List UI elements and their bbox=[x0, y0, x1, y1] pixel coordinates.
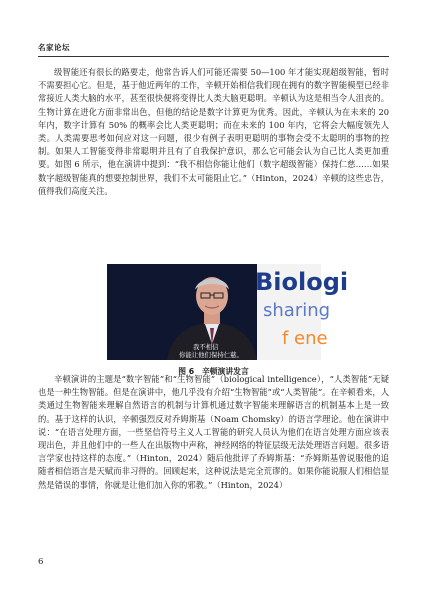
section-header: 名家论坛 bbox=[38, 43, 70, 52]
slide-text-3: f ene bbox=[282, 328, 328, 349]
body-paragraph-2: 辛顿演讲的主题是“数字智能”和“生物智能”（biological intelligence），“人类智能”无疑也是一种生物智能。但是在演讲中，他几乎没有介绍“生物智能”或“人类智能”。在辛顿看来，人类通过生物智能来理解自然语言的机制与计算机通过数字智能来理解语言的机制基本上是一致的。基于这样的认识，辛顿强烈反对乔姆斯基（Noam Chomsky）的语言学理论。他在演讲中说：“在语言处理方面，一些坚信符号主义人工智能的研究人员认为他们在语言处理方面应该表现出色，并且他们中的一些人在出版物中声称，神经网络的特征层级无法处理语言问题。很多语言学家也持这样的态度。”（Hinton，2024）随后他批评了乔姆斯基：“乔姆斯基曾说服他的追随者相信语言是天赋而非习得的。回顾起来，这种说法是完全荒谬的。如果你能说服人们相信显然是错误的事情，你就是让他们加入你的邪教。”（Hinton，2024） bbox=[38, 374, 389, 490]
slide-text-1: Biologi bbox=[255, 268, 349, 296]
slide-text-2: sharing bbox=[263, 300, 331, 321]
page-number: 6 bbox=[38, 557, 44, 567]
figure-photo bbox=[107, 264, 349, 360]
subtitle-line-2: 你能让他们保持仁慈。 bbox=[179, 351, 243, 359]
subtitle-line-1: 我不相信 bbox=[193, 343, 219, 351]
body-paragraph-1: 级智能还有很长的路要走，他常告诉人们可能还需要 50—100 年才能实现超级智能，暂时不需要担心它。但是，基于他近两年的工作，辛顿开始相信我们现在拥有的数字智能模型已经非常接近人类大脑的水平，甚至很快便将变得比人类大脑更聪明。辛顿认为这是相当令人沮丧的。生物计算在进化方面非常出色，但他的结论是数字计算更为优秀。因此，辛顿认为在未来的 20 年内，数字计算有 50% 的概率会比人类更聪明；而在未来的 100 年内，它将会大幅度领先人类。人类需要思考如何应对这一问题，很少有例子表明更聪明的事物会受不太聪明的事物的控制。如果人工智能变得非常聪明并且有了自我保护意识，那么它可能会认为自己比人类更加重要。如图 6 所示，他在演讲中提到：“我不相信你能让他们（数字超级智能）保持仁慈……如果数字超级智能真的想要控制世界，我们不太可能阻止它。”（Hinton，2024）辛顿的这些忠告，值得我们高度关注。 bbox=[38, 67, 389, 196]
header-rule bbox=[38, 56, 389, 57]
figure-caption: 图 6 辛顿演讲发言 bbox=[178, 367, 249, 376]
